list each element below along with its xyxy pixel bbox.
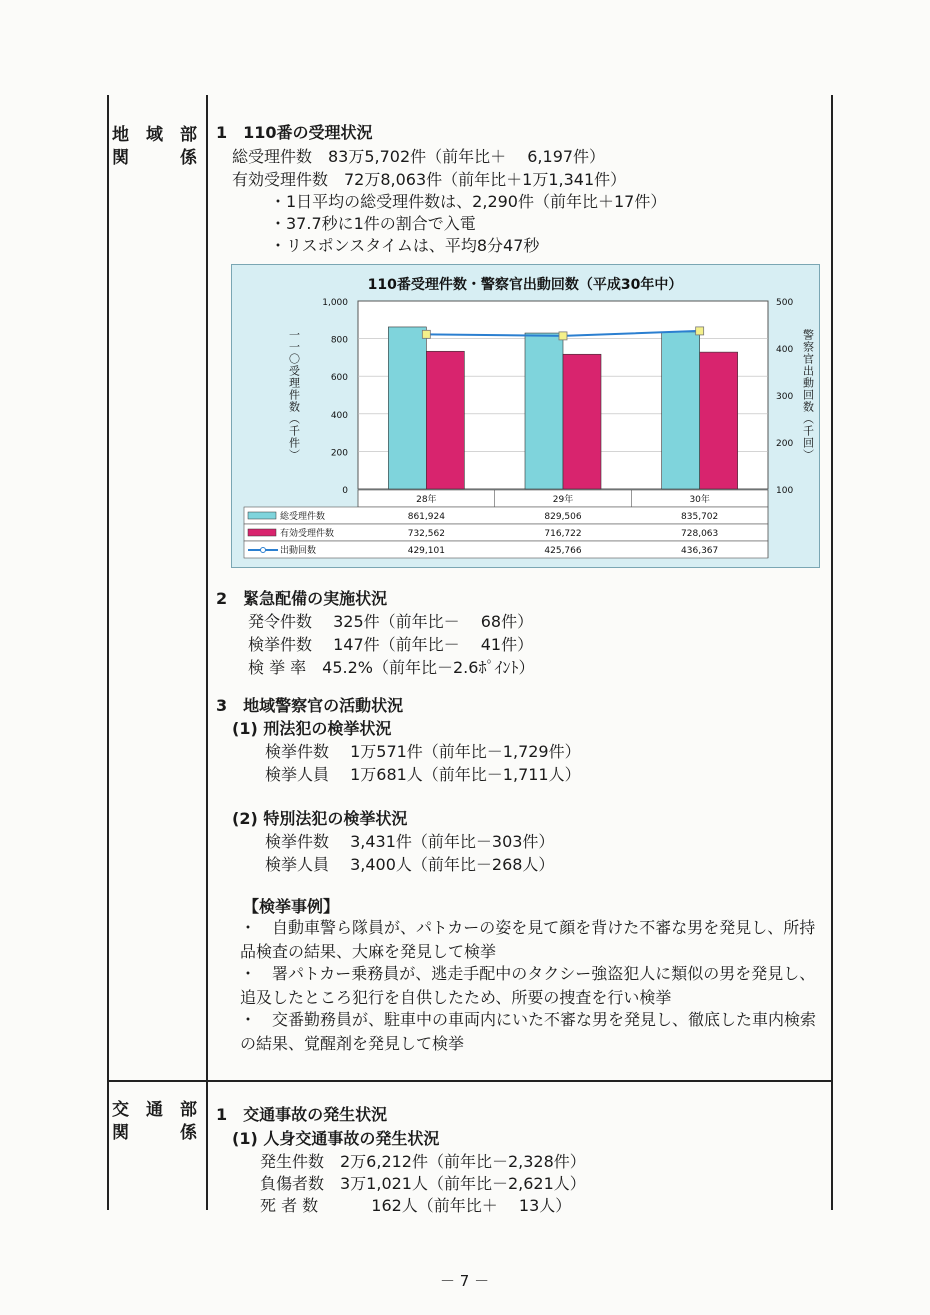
s3-sub1-line1: 検挙件数 1万571件（前年比－1,729件）: [265, 742, 581, 761]
s1-bullet3: ・リスポンスタイムは、平均8分47秒: [270, 236, 540, 255]
legend-label: 総受理件数: [280, 512, 326, 522]
s1-line2: 有効受理件数 72万8,063件（前年比＋1万1,341件）: [232, 170, 627, 189]
koutsu-s1-heading: 1 交通事故の発生状況: [216, 1105, 388, 1124]
data-label: 732,562: [407, 529, 445, 539]
legend-label: 有効受理件数: [280, 529, 335, 539]
s1-line1: 総受理件数 83万5,702件（前年比＋ 6,197件）: [232, 147, 606, 166]
data-label: 728,063: [681, 529, 719, 539]
s3-sub1-line2: 検挙人員 1万681人（前年比－1,711人）: [265, 765, 581, 784]
left-border: [107, 95, 109, 1210]
y-right-tick-label: 300: [776, 392, 794, 402]
data-label: 436,367: [681, 546, 719, 556]
y-axis-label: 一一〇受理件数（千件）: [287, 329, 301, 461]
x-tick-label: 30年: [689, 495, 710, 505]
bar-有効受理件数: [563, 354, 601, 489]
s2-heading: 2 緊急配備の実施状況: [216, 589, 388, 608]
dept-label-koutsu-2: 関 係: [112, 1123, 197, 1143]
legend-marker: [261, 548, 266, 553]
data-label: 829,506: [544, 512, 582, 522]
cases-heading: 【検挙事例】: [243, 897, 340, 916]
dept-label-chiiki-1: 地 域 部: [112, 125, 197, 145]
line-marker: [696, 327, 704, 335]
x-tick-label: 29年: [552, 495, 574, 505]
case-2: ・ 署パトカー乗務員が、逃走手配中のタクシー強盗犯人に類似の男を発見し、追及したところ犯行を自供したため、所要の捜査を行い検挙: [240, 964, 816, 1007]
legend-label: 出動回数: [280, 546, 317, 556]
s3-heading: 3 地域警察官の活動状況: [216, 696, 404, 715]
data-label: 425,766: [544, 546, 582, 556]
bar-有効受理件数: [426, 351, 464, 489]
s3-sub1: (1) 刑法犯の検挙状況: [232, 719, 392, 738]
koutsu-line3: 死 者 数 162人（前年比＋ 13人）: [260, 1196, 572, 1215]
y-axis-right-label: 警察官出動回数（千回）: [801, 329, 815, 461]
s1-heading: 1 110番の受理状況: [216, 123, 373, 142]
section-divider: [107, 1080, 833, 1082]
y-tick-label: 800: [330, 335, 348, 346]
data-label: 716,722: [544, 529, 582, 539]
chart-title: 110番受理件数・警察官出動回数（平成30年中）: [367, 277, 683, 293]
x-tick-label: 28年: [416, 495, 437, 505]
column-divider: [206, 95, 208, 1210]
page-number: － 7 －: [440, 1272, 490, 1290]
s3-sub2-line2: 検挙人員 3,400人（前年比－268人）: [265, 855, 555, 874]
legend-swatch: [248, 512, 276, 519]
chart-container: [231, 264, 820, 568]
koutsu-s1-sub1: (1) 人身交通事故の発生状況: [232, 1129, 440, 1148]
s2-line3: 検 挙 率 45.2%（前年比－2.6ﾎﾟｲﾝﾄ）: [248, 658, 535, 677]
legend-swatch: [248, 529, 276, 536]
data-label: 835,702: [681, 512, 719, 522]
bar-総受理件数: [662, 332, 700, 489]
y-tick-label: 1,000: [322, 298, 348, 308]
koutsu-line2: 負傷者数 3万1,021人（前年比－2,621人）: [260, 1174, 586, 1193]
y-right-tick-label: 100: [776, 486, 794, 496]
case-1: ・ 自動車警ら隊員が、パトカーの姿を見て顔を背けた不審な男を発見し、所持品検査の結果、大麻を発見して検挙: [240, 918, 816, 961]
dept-label-chiiki-2: 関 係: [112, 148, 197, 168]
y-tick-label: 0: [342, 486, 348, 496]
data-label: 861,924: [407, 512, 445, 522]
line-marker: [422, 330, 430, 338]
y-tick-label: 400: [330, 410, 348, 421]
bar-総受理件数: [388, 327, 426, 489]
y-right-tick-label: 500: [776, 298, 794, 308]
data-label: 429,101: [407, 546, 445, 556]
s2-line2: 検挙件数 147件（前年比－ 41件）: [248, 635, 534, 654]
bar-有効受理件数: [700, 352, 738, 489]
line-marker: [559, 332, 567, 340]
s3-sub2-line1: 検挙件数 3,431件（前年比－303件）: [265, 832, 555, 851]
dept-label-koutsu-1: 交 通 部: [112, 1100, 197, 1120]
chart-svg: [232, 265, 819, 567]
y-tick-label: 200: [330, 448, 348, 459]
koutsu-line1: 発生件数 2万6,212件（前年比－2,328件）: [260, 1152, 586, 1171]
case-3: ・ 交番勤務員が、駐車中の車両内にいた不審な男を発見し、徹底した車内検索の結果、覚醒剤を発見して検挙: [240, 1010, 817, 1053]
s1-bullet1: ・1日平均の総受理件数は、2,290件（前年比＋17件）: [270, 192, 667, 211]
y-tick-label: 600: [330, 373, 348, 384]
y-right-tick-label: 200: [776, 439, 794, 449]
s1-bullet2: ・37.7秒に1件の割合で入電: [270, 214, 476, 233]
s3-sub2: (2) 特別法犯の検挙状況: [232, 809, 408, 828]
right-border: [831, 95, 833, 1210]
s2-line1: 発令件数 325件（前年比－ 68件）: [248, 612, 534, 631]
y-right-tick-label: 400: [776, 345, 794, 355]
bar-総受理件数: [525, 333, 563, 489]
